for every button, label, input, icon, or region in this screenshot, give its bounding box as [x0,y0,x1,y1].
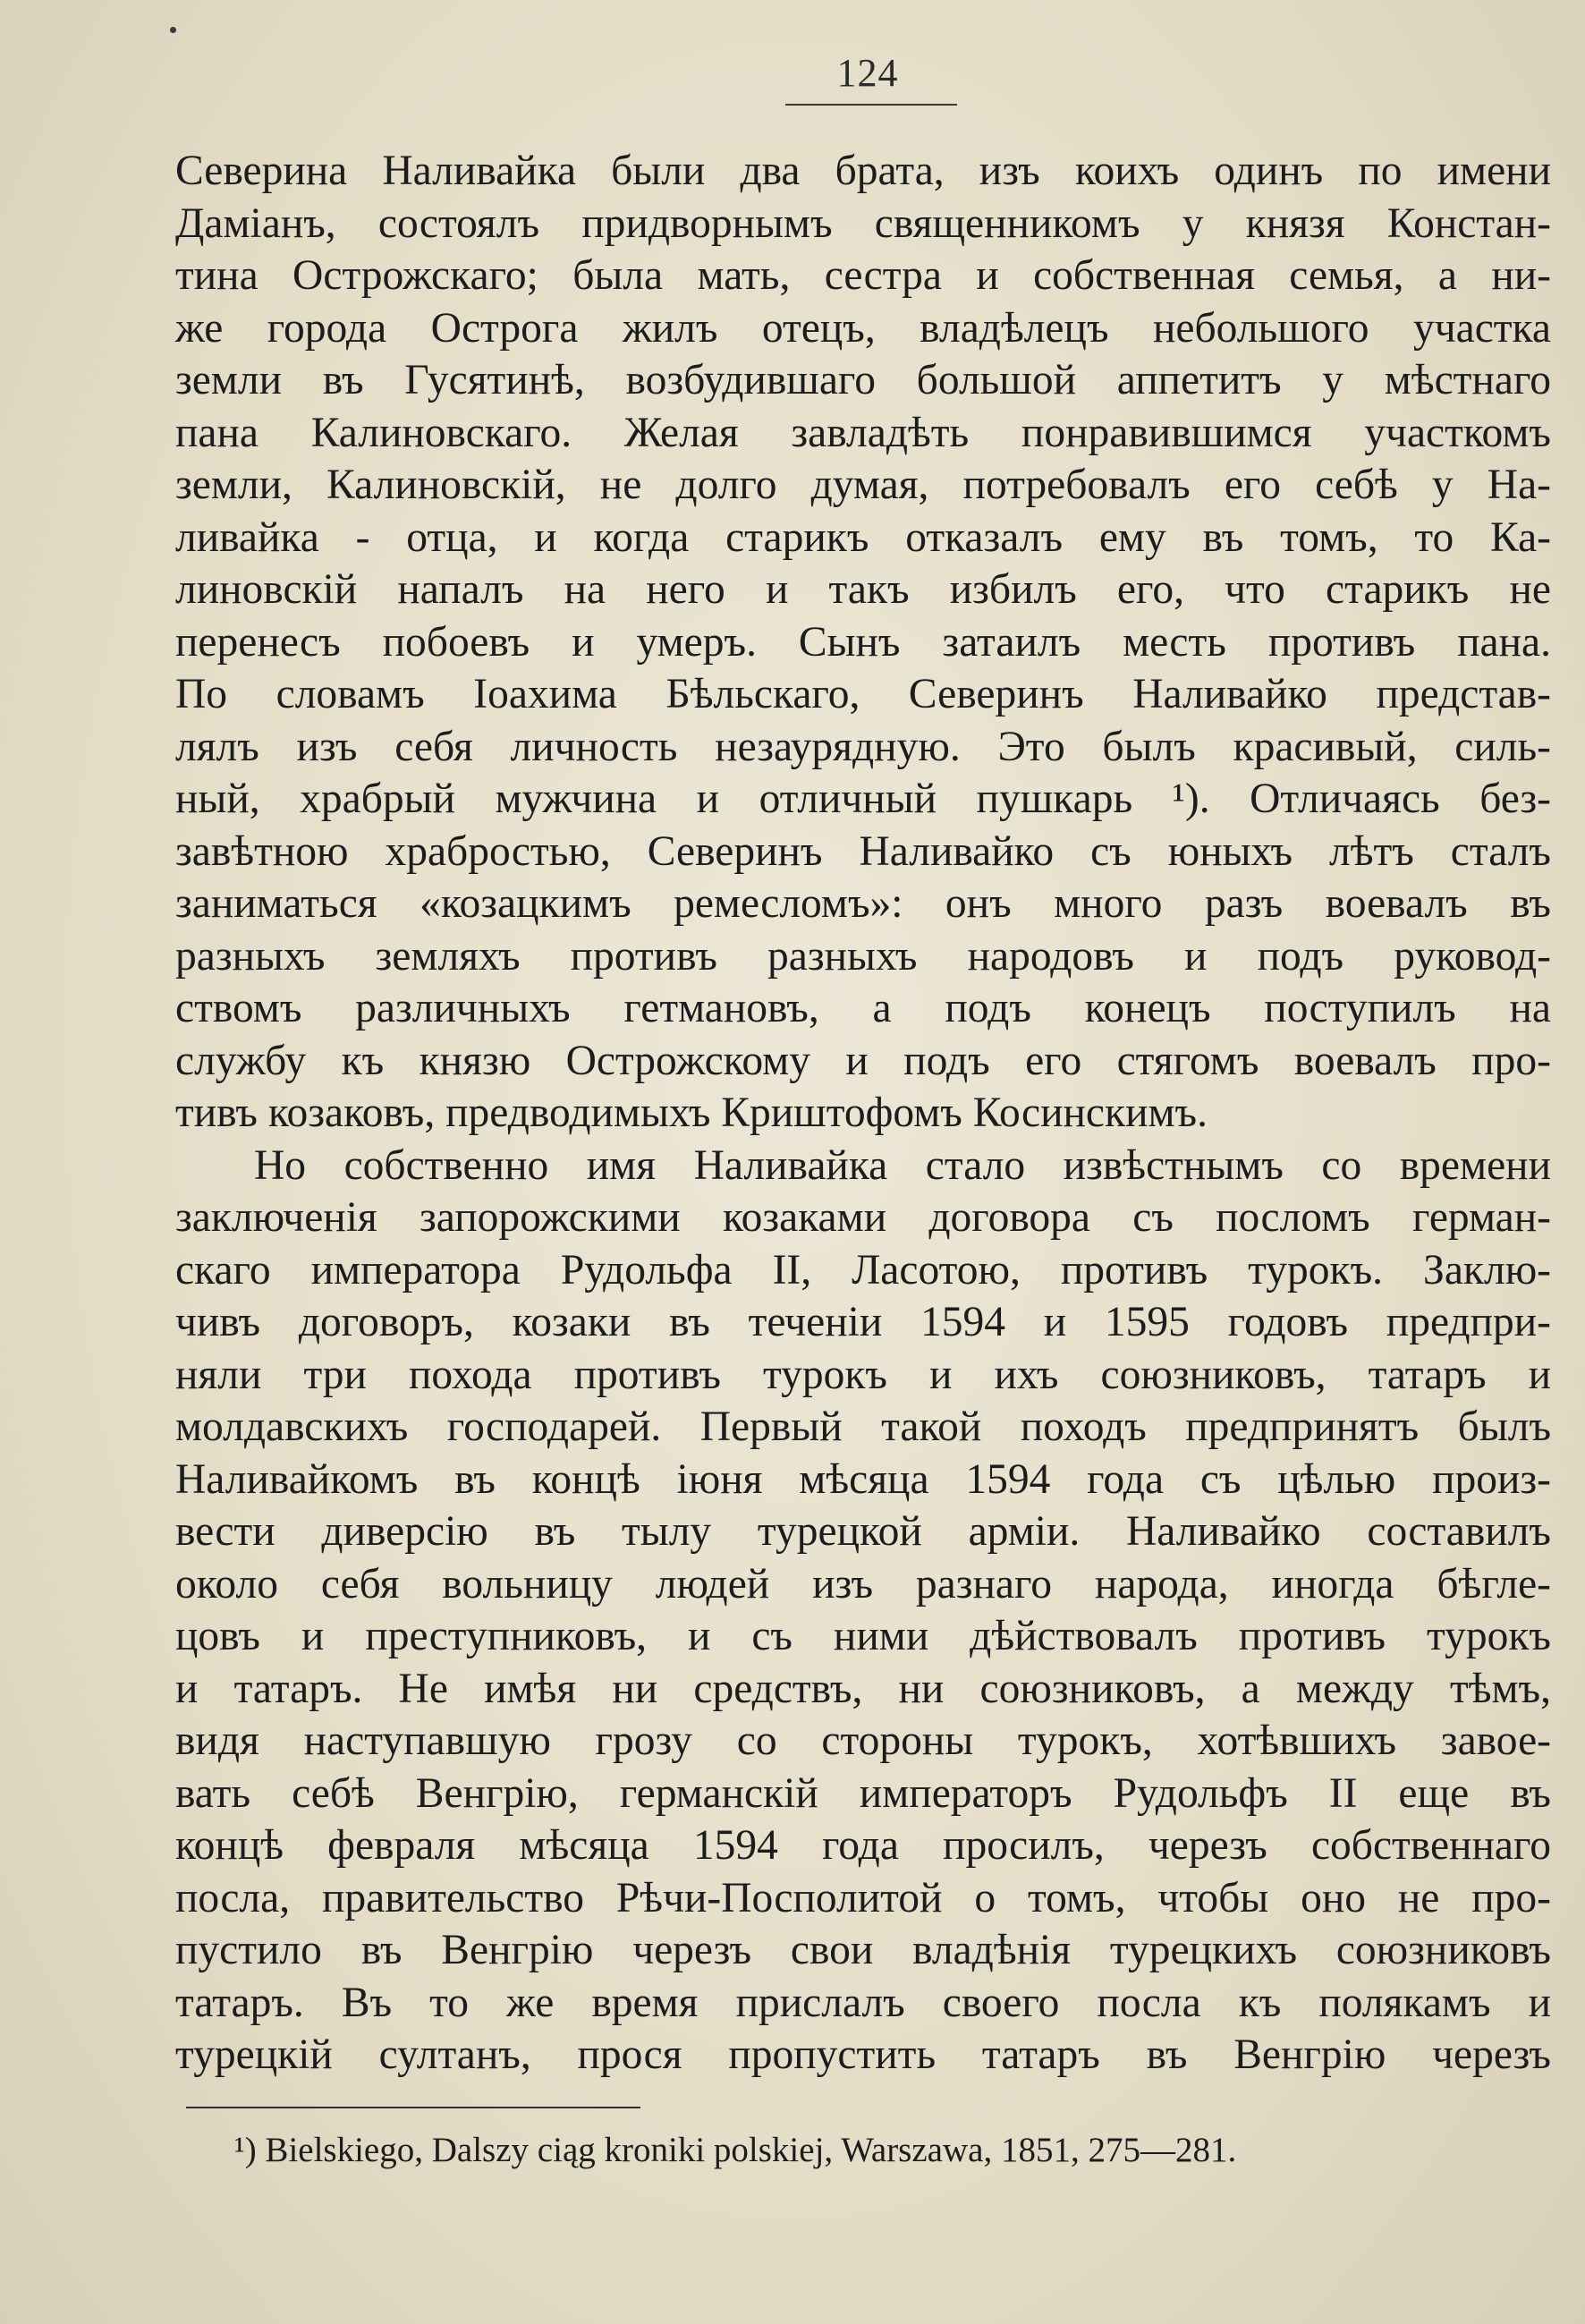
paragraph-2 [175,1140,1551,2082]
text-line: По словамъ Іоахима Бѣльскаго, Северинъ Наливайко представ- [175,671,1551,717]
text-line: Даміанъ, состоялъ придворнымъ священникомъ у князя Констан- [175,199,1551,247]
text-line: земли въ Гусятинѣ, возбудившаго большой аппетитъ у мѣстнаго [175,357,1551,403]
text-line: линовскій напалъ на него и такъ избилъ его, что старикъ не [175,566,1551,613]
text-line: ствомъ различныхъ гетмановъ, а подъ конецъ поступилъ на [175,985,1551,1031]
text-line: цовъ и преступниковъ, и съ ними дѣйствовалъ противъ турокъ [175,1613,1551,1659]
text-line: чивъ договоръ, козаки въ теченіи 1594 и 1595 годовъ предпри- [175,1299,1551,1345]
text-line: перенесъ побоевъ и умеръ. Сынъ затаилъ месть противъ пана. [175,618,1551,666]
footnote: ¹) Bielskiego, Dalszy ciąg kroniki polskiej, Warszawa, 1851, 275—281. [234,2131,1237,2169]
page-number: 124 [836,51,899,95]
text-line: завѣтною храбростью, Северинъ Наливайко съ юныхъ лѣтъ сталъ [175,827,1551,875]
text-line: пустило въ Венгрію черезъ свои владѣнія турецкихъ союзниковъ [175,1927,1551,1973]
text-line: ливайка - отца, и когда старикъ отказалъ ему въ томъ, то Ка- [175,513,1551,561]
text-line: лялъ изъ себя личность незаурядную. Это былъ красивый, силь- [175,723,1551,770]
text-line: вать себѣ Венгрію, германскій императоръ Рудольфъ II еще въ [175,1769,1551,1817]
text-line: пана Калиновскаго. Желая завладѣть понравившимся участкомъ [175,409,1551,456]
text-line: посла, правительство Рѣчи-Посполитой о томъ, чтобы оно не про- [175,1874,1551,1921]
text-line: ный, храбрый мужчина и отличный пушкарь ¹). Отличаясь без- [175,776,1551,822]
text-line: тина Острожскаго; была мать, сестра и собственная семья, а ни- [175,252,1551,299]
text-line: Северина Наливайка были два брата, изъ коихъ одинъ по имени [175,148,1551,194]
text-line: заниматься «козацкимъ ремесломъ»: онъ много разъ воевалъ въ [175,880,1551,927]
ink-speck [170,27,176,33]
text-line: Но собственно имя Наливайка стало извѣстнымъ со времени [254,1141,1551,1189]
page-number-rule [785,104,957,106]
text-line: видя наступавшую грозу со стороны турокъ, хотѣвшихъ завое- [175,1718,1551,1764]
text-line: разныхъ земляхъ противъ разныхъ народовъ и подъ руковод- [175,932,1551,980]
text-line: няли три похода противъ турокъ и ихъ союзниковъ, татаръ и [175,1351,1551,1398]
text-line: заключенія запорожскими козаками договора съ посломъ герман- [175,1194,1551,1241]
text-line: концѣ февраля мѣсяца 1594 года просилъ, черезъ собственнаго [175,1822,1551,1869]
text-line: скаго императора Рудольфа II, Ласотою, противъ турокъ. Заклю- [175,1246,1551,1293]
text-line: же города Острога жилъ отецъ, владѣлецъ небольшого участка [175,304,1551,352]
footnote-rule [186,2107,640,2108]
text-line: Наливайкомъ въ концѣ іюня мѣсяца 1594 года съ цѣлью произ- [175,1455,1551,1503]
text-line: вести диверсію въ тылу турецкой арміи. Наливайко составилъ [175,1508,1551,1555]
text-line: турецкій султанъ, прося пропустить татаръ въ Венгрію черезъ [175,2031,1551,2078]
text-line: и татаръ. Не имѣя ни средствъ, ни союзниковъ, а между тѣмъ, [175,1665,1551,1712]
text-line: тивъ козаковъ, предводимыхъ Криштофомъ Косинскимъ. [175,1090,1208,1136]
body-text [175,145,1551,2082]
text-line: земли, Калиновскій, не долго думая, потребовалъ его себѣ у На- [175,462,1551,508]
text-line: молдавскихъ господарей. Первый такой походъ предпринятъ былъ [175,1404,1551,1450]
paragraph-1 [175,145,1551,1140]
text-line: татаръ. Въ то же время прислалъ своего посла къ полякамъ и [175,1979,1551,2026]
text-line: около себя вольницу людей изъ разнаго народа, иногда бѣгле- [175,1560,1551,1607]
text-line: службу къ князю Острожскому и подъ его стягомъ воевалъ про- [175,1037,1551,1084]
